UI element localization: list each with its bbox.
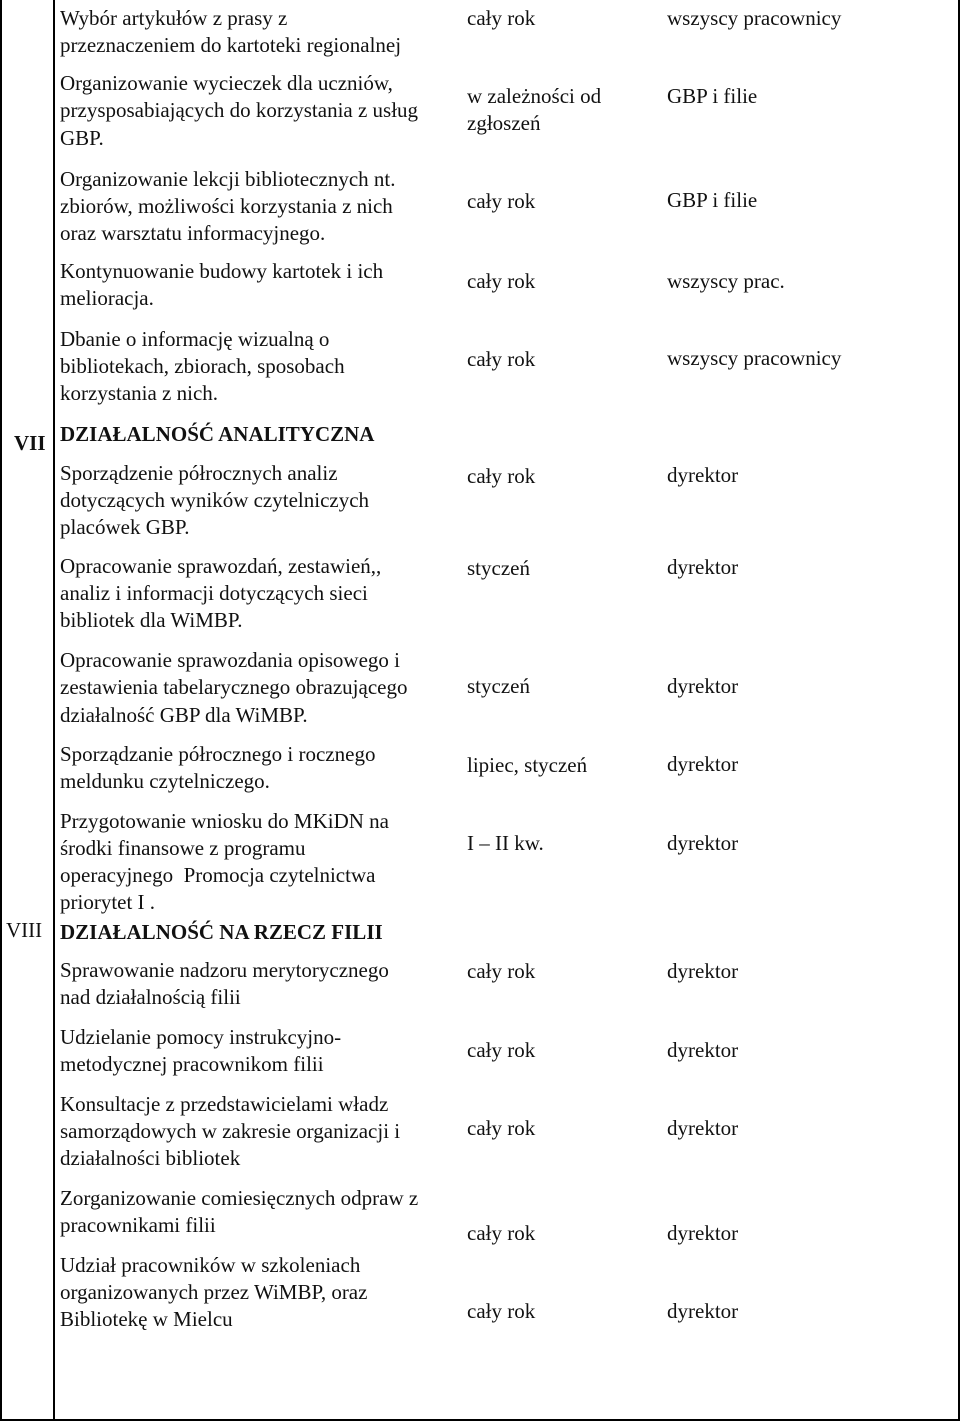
time-cell: zgłoszeń (467, 111, 541, 135)
time-cell: lipiec, styczeń (467, 753, 588, 777)
task-line: analiz i informacji dotyczących sieci (60, 581, 368, 605)
task-line: zbiorów, możliwości korzystania z nich (60, 194, 393, 218)
task-line: korzystania z nich. (60, 381, 219, 405)
task-line: przysposabiających do korzystania z usług (60, 98, 419, 122)
time-cell: I – II kw. (467, 831, 544, 855)
section-title-branches: DZIAŁALNOŚĆ NA RZECZ FILII (60, 920, 383, 944)
task-line: organizowanych przez WiMBP, oraz (60, 1280, 368, 1304)
task-line: dotyczących wyników czytelniczych (60, 488, 370, 512)
task-line: Opracowanie sprawozdań, zestawień,, (60, 554, 382, 578)
task-line: oraz warsztatu informacyjnego. (60, 221, 326, 245)
time-cell: cały rok (467, 959, 536, 983)
time-cell: styczeń (467, 674, 530, 698)
task-line: Sporządzenie półrocznych analiz (60, 461, 338, 485)
task-line: działalność GBP dla WiMBP. (60, 703, 308, 727)
time-cell: cały rok (467, 1116, 536, 1140)
task-line: Przygotowanie wniosku do MKiDN na (60, 809, 389, 833)
time-cell: w zależności od (467, 84, 602, 108)
task-line: Zorganizowanie comiesięcznych odpraw z (60, 1186, 419, 1210)
table-border-left (0, 0, 2, 1421)
task-line: bibliotekach, zbiorach, sposobach (60, 354, 345, 378)
task-line: Dbanie o informację wizualną o (60, 327, 330, 351)
time-cell: cały rok (467, 464, 536, 488)
responsible-cell: dyrektor (667, 1221, 739, 1245)
task-line: Wybór artykułów z prasy z (60, 6, 288, 30)
task-line: operacyjnego Promocja czytelnictwa (60, 863, 376, 887)
section-number-vii: VII (14, 431, 46, 455)
task-line: Organizowanie lekcji bibliotecznych nt. (60, 167, 396, 191)
task-line: Sprawowanie nadzoru merytorycznego (60, 958, 389, 982)
time-cell: cały rok (467, 347, 536, 371)
responsible-cell: GBP i filie (667, 84, 758, 108)
responsible-cell: wszyscy pracownicy (667, 6, 842, 30)
task-line: placówek GBP. (60, 515, 190, 539)
responsible-cell: dyrektor (667, 463, 739, 487)
task-line: priorytet I . (60, 890, 156, 914)
responsible-cell: dyrektor (667, 831, 739, 855)
task-line: Organizowanie wycieczek dla uczniów, (60, 71, 393, 95)
time-cell: cały rok (467, 189, 536, 213)
task-line: Sporządzanie półrocznego i rocznego (60, 742, 376, 766)
time-cell: cały rok (467, 1038, 536, 1062)
task-line: metodycznej pracownikom filii (60, 1052, 324, 1076)
time-cell: styczeń (467, 556, 530, 580)
task-line: Udział pracowników w szkoleniach (60, 1253, 361, 1277)
task-line: Kontynuowanie budowy kartotek i ich (60, 259, 384, 283)
task-line: nad działalnością filii (60, 985, 241, 1009)
task-line: bibliotek dla WiMBP. (60, 608, 243, 632)
table-divider-1 (53, 0, 55, 1421)
task-line: Opracowanie sprawozdania opisowego i (60, 648, 400, 672)
time-cell: cały rok (467, 6, 536, 30)
time-cell: cały rok (467, 1221, 536, 1245)
responsible-cell: wszyscy prac. (667, 269, 785, 293)
task-line: meldunku czytelniczego. (60, 769, 270, 793)
task-line: działalności bibliotek (60, 1146, 241, 1170)
task-line: Konsultacje z przedstawicielami władz (60, 1092, 389, 1116)
responsible-cell: dyrektor (667, 1116, 739, 1140)
responsible-cell: dyrektor (667, 1299, 739, 1323)
responsible-cell: dyrektor (667, 555, 739, 579)
task-line: Udzielanie pomocy instrukcyjno- (60, 1025, 342, 1049)
task-line: zestawienia tabelarycznego obrazującego (60, 675, 408, 699)
task-line: pracownikami filii (60, 1213, 216, 1237)
task-line: GBP. (60, 126, 104, 150)
section-number-viii: VIII (6, 918, 43, 942)
section-title-analytics: DZIAŁALNOŚĆ ANALITYCZNA (60, 422, 375, 446)
task-line: środki finansowe z programu (60, 836, 306, 860)
responsible-cell: dyrektor (667, 674, 739, 698)
task-line: melioracja. (60, 286, 154, 310)
responsible-cell: wszyscy pracownicy (667, 346, 842, 370)
task-line: przeznaczeniem do kartoteki regionalnej (60, 33, 402, 57)
task-line: samorządowych w zakresie organizacji i (60, 1119, 401, 1143)
responsible-cell: dyrektor (667, 959, 739, 983)
responsible-cell: GBP i filie (667, 188, 758, 212)
task-line: Bibliotekę w Mielcu (60, 1307, 233, 1331)
responsible-cell: dyrektor (667, 1038, 739, 1062)
time-cell: cały rok (467, 1299, 536, 1323)
responsible-cell: dyrektor (667, 752, 739, 776)
time-cell: cały rok (467, 269, 536, 293)
